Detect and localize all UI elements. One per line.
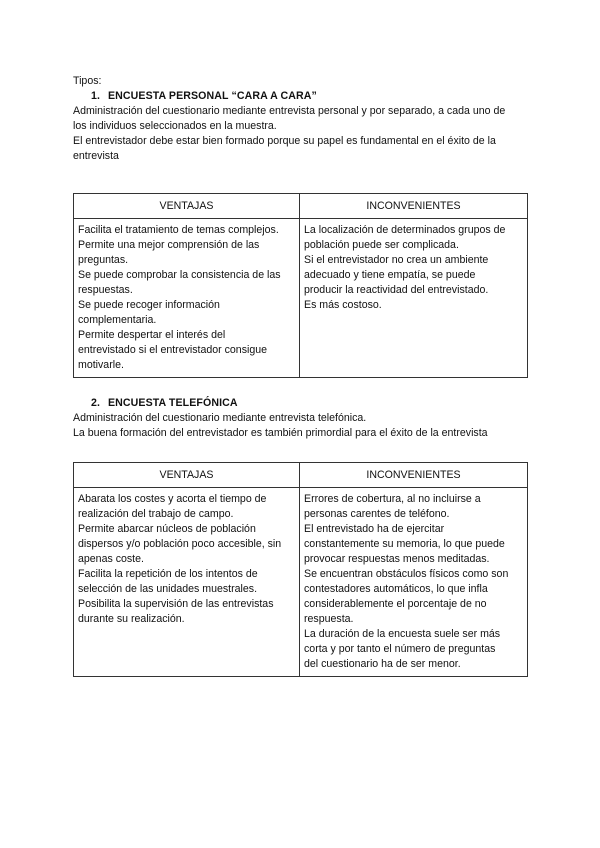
cell-line: personas carentes de teléfono. bbox=[304, 508, 450, 520]
cell-line: adecuado y tiene empatía, se puede bbox=[304, 269, 476, 281]
cell-line: Abarata los costes y acorta el tiempo de bbox=[78, 493, 267, 505]
section2-paragraph-line: La buena formación del entrevistador es también primordial para el éxito de la entrevista bbox=[73, 427, 488, 439]
header-inconvenientes: INCONVENIENTES bbox=[300, 194, 528, 219]
cell-line: El entrevistado ha de ejercitar bbox=[304, 523, 445, 535]
inconvenientes-cell bbox=[300, 488, 528, 677]
cell-line: Facilita el tratamiento de temas complejos. bbox=[78, 224, 279, 236]
cell-line: Facilita la repetición de los intentos de bbox=[78, 568, 258, 580]
tipos-label: Tipos: bbox=[73, 75, 102, 87]
section2-number: 2. bbox=[91, 397, 101, 409]
table-row bbox=[74, 488, 528, 677]
cell-line: Se encuentran obstáculos físicos como son bbox=[304, 568, 509, 580]
header-ventajas: VENTAJAS bbox=[74, 194, 300, 219]
cell-line: provocar respuestas menos meditadas. bbox=[304, 553, 490, 565]
cell-line: realización del trabajo de campo. bbox=[78, 508, 234, 520]
cell-line: Permite abarcar núcleos de población bbox=[78, 523, 256, 535]
section1-heading bbox=[73, 89, 533, 104]
cell-line: producir la reactividad del entrevistado. bbox=[304, 284, 489, 296]
table-header-row bbox=[74, 463, 528, 488]
cell-line: selección de las unidades muestrales. bbox=[78, 583, 258, 595]
cell-line: Permite una mejor comprensión de las bbox=[78, 239, 260, 251]
header-inconvenientes: INCONVENIENTES bbox=[300, 463, 528, 488]
section2-heading bbox=[73, 396, 533, 411]
inconvenientes-cell bbox=[300, 219, 528, 378]
cell-line: Si el entrevistador no crea un ambiente bbox=[304, 254, 489, 266]
cell-line: complementaria. bbox=[78, 314, 157, 326]
cell-line: respuesta. bbox=[304, 613, 354, 625]
cell-line: entrevistado si el entrevistador consigue bbox=[78, 344, 268, 356]
cell-line: respuestas. bbox=[78, 284, 133, 296]
ventajas-cell bbox=[74, 219, 300, 378]
section1-paragraph-line: Administración del cuestionario mediante entrevista personal y por separado, a cada uno de bbox=[73, 105, 506, 117]
cell-line: dispersos y/o población poco accesible, sin bbox=[78, 538, 282, 550]
cell-line: La duración de la encuesta suele ser más bbox=[304, 628, 501, 640]
cell-line: contestadores automáticos, lo que infla bbox=[304, 583, 488, 595]
table-phone-survey bbox=[73, 462, 528, 677]
section2-paragraph-line: Administración del cuestionario mediante entrevista telefónica. bbox=[73, 412, 367, 424]
header-ventajas: VENTAJAS bbox=[74, 463, 300, 488]
cell-line: población puede ser complicada. bbox=[304, 239, 459, 251]
section2-intro bbox=[73, 396, 533, 441]
section1-paragraph-line: El entrevistador debe estar bien formado porque su papel es fundamental en el éxito de la bbox=[73, 135, 496, 147]
cell-line: constantemente su memoria, lo que puede bbox=[304, 538, 505, 550]
cell-line: Se puede recoger información bbox=[78, 299, 220, 311]
cell-line: corta y por tanto el número de preguntas bbox=[304, 643, 496, 655]
cell-line: Posibilita la supervisión de las entrevistas bbox=[78, 598, 274, 610]
table-row bbox=[74, 219, 528, 378]
table-header-row bbox=[74, 194, 528, 219]
cell-line: motivarle. bbox=[78, 359, 124, 371]
cell-line: Permite despertar el interés del bbox=[78, 329, 226, 341]
cell-line: La localización de determinados grupos de bbox=[304, 224, 506, 236]
section1-paragraph-line: los individuos seleccionados en la muestra. bbox=[73, 120, 277, 132]
ventajas-cell bbox=[74, 488, 300, 677]
cell-line: Errores de cobertura, al no incluirse a bbox=[304, 493, 481, 505]
cell-line: preguntas. bbox=[78, 254, 129, 266]
cell-line: Es más costoso. bbox=[304, 299, 382, 311]
section1-title: ENCUESTA PERSONAL “CARA A CARA” bbox=[108, 90, 317, 102]
section1-intro bbox=[73, 74, 533, 164]
section1-number: 1. bbox=[91, 90, 101, 102]
cell-line: durante su realización. bbox=[78, 613, 185, 625]
section2-title: ENCUESTA TELEFÓNICA bbox=[108, 397, 238, 409]
cell-line: del cuestionario ha de ser menor. bbox=[304, 658, 461, 670]
cell-line: considerablemente el porcentaje de no bbox=[304, 598, 487, 610]
cell-line: Se puede comprobar la consistencia de las bbox=[78, 269, 281, 281]
table-personal-survey bbox=[73, 193, 528, 378]
cell-line: apenas coste. bbox=[78, 553, 144, 565]
section1-paragraph-line: entrevista bbox=[73, 150, 119, 162]
